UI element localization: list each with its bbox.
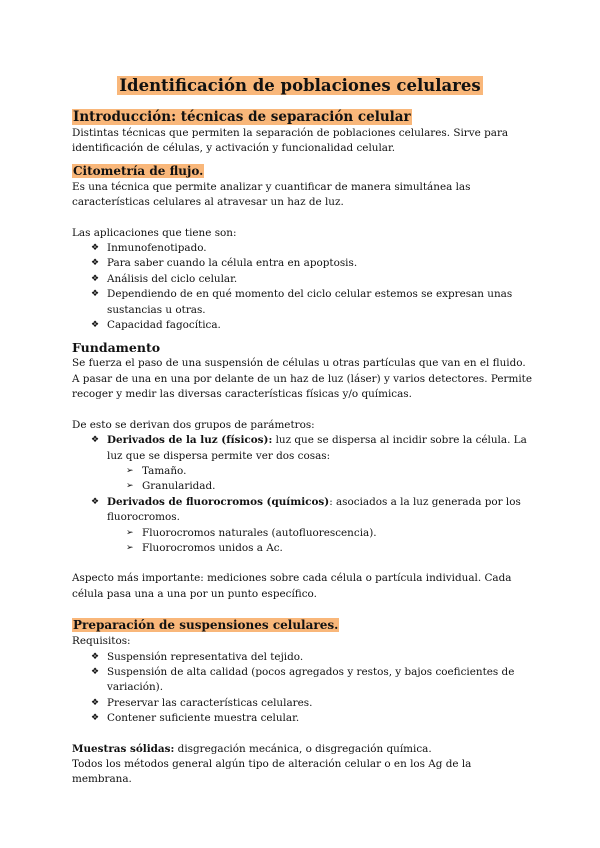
- list-item: ❖ Dependiendo de en qué momento del ciclo celular estemos se expresan unas sustancias u otras.: [91, 288, 513, 316]
- list-item: ➢ Fluorocromos unidos a Ac.: [107, 541, 532, 556]
- arrow-bullet-icon: ➢: [126, 481, 134, 492]
- list-item: ❖ Preservar las características celulares.: [72, 696, 532, 711]
- fundamento-heading: Fundamento: [72, 340, 161, 356]
- list-item: ❖ Derivados de la luz (físicos): luz que se dispersa al incidir sobre la célula. La luz que se dispersa permite ver dos cosas: ➢ Tamaño. ➢ Granularidad.: [72, 433, 532, 495]
- apps-list: [72, 241, 532, 333]
- diamond-bullet-icon: ❖: [91, 496, 100, 507]
- list-item: ➢ Granularidad.: [107, 479, 532, 494]
- citometria-heading: Citometría de flujo.: [73, 163, 204, 178]
- diamond-bullet-icon: ❖: [91, 666, 100, 677]
- aspect-text: Aspecto más importante: mediciones sobre cada célula o partícula individual. Cada célula pasa una a una por un punto específico.: [72, 572, 512, 600]
- groups-intro: De esto se derivan dos grupos de parámetros:: [72, 418, 315, 431]
- list-item: ❖ Derivados de fluorocromos (químicos): asociados a la luz generada por los fluorocromos. ➢ Fluorocromos naturales (autofluorescencia). ➢ Fluorocromos unidos a Ac.: [72, 495, 532, 557]
- intro-text: Distintas técnicas que permiten la separación de poblaciones celulares. Sirve para identificación de células, y activación y funcionalidad celular.: [72, 127, 509, 155]
- diamond-bullet-icon: ❖: [91, 435, 100, 446]
- sub-list: [107, 526, 532, 557]
- arrow-bullet-icon: ➢: [126, 527, 134, 538]
- muestras-solidas: Muestras sólidas: disgregación mecánica, o disgregación química.: [72, 742, 432, 755]
- list-item: ❖ Inmunofenotipado.: [72, 241, 532, 256]
- diamond-bullet-icon: ❖: [91, 713, 100, 724]
- fundamento-text: Se fuerza el paso de una suspensión de células u otras partículas que van en el fluido. A pasar de una en una por delante de un haz de luz (láser) y varios detectores. Permite recoger y medir las diversas características físicas y/o químicas.: [72, 357, 532, 401]
- groups-list: [72, 433, 532, 556]
- list-item: ❖ Para saber cuando la célula entra en apoptosis.: [72, 256, 532, 271]
- diamond-bullet-icon: ❖: [91, 258, 100, 269]
- list-item: ❖ Capacidad fagocítica.: [72, 318, 532, 333]
- diamond-bullet-icon: ❖: [91, 697, 100, 708]
- list-item: ❖ Suspensión de alta calidad (pocos agregados y restos, y bajos coeficientes de variación).: [91, 665, 515, 694]
- diamond-bullet-icon: ❖: [91, 243, 100, 254]
- document-body: [72, 108, 532, 788]
- diamond-bullet-icon: ❖: [91, 320, 100, 331]
- list-item: ❖ Análisis del ciclo celular.: [72, 272, 532, 287]
- list-item: ❖ Contener suficiente muestra celular.: [72, 711, 532, 726]
- list-item: ➢ Fluorocromos naturales (autofluorescencia).: [107, 526, 532, 541]
- citometria-text: Es una técnica que permite analizar y cuantificar de manera simultánea las características celulares al atravesar un haz de luz.: [72, 180, 471, 209]
- diamond-bullet-icon: ❖: [91, 273, 100, 284]
- arrow-bullet-icon: ➢: [126, 542, 134, 553]
- final-text: Todos los métodos general algún tipo de alteración celular o en los Ag de la membrana.: [72, 758, 472, 786]
- preparacion-heading: Preparación de suspensiones celulares.: [73, 618, 339, 633]
- sub-list: [107, 464, 532, 495]
- diamond-bullet-icon: ❖: [91, 289, 100, 300]
- list-item: ❖ Suspensión representativa del tejido.: [72, 650, 532, 665]
- requisitos-label: Requisitos:: [72, 635, 131, 648]
- requisitos-list: [72, 650, 532, 727]
- page-title: Identificación de poblaciones celulares: [119, 76, 481, 95]
- diamond-bullet-icon: ❖: [91, 651, 100, 662]
- apps-intro: Las aplicaciones que tiene son:: [72, 226, 237, 239]
- arrow-bullet-icon: ➢: [126, 465, 134, 476]
- list-item: ➢ Tamaño.: [107, 464, 532, 479]
- intro-heading: Introducción: técnicas de separación celular: [73, 109, 411, 125]
